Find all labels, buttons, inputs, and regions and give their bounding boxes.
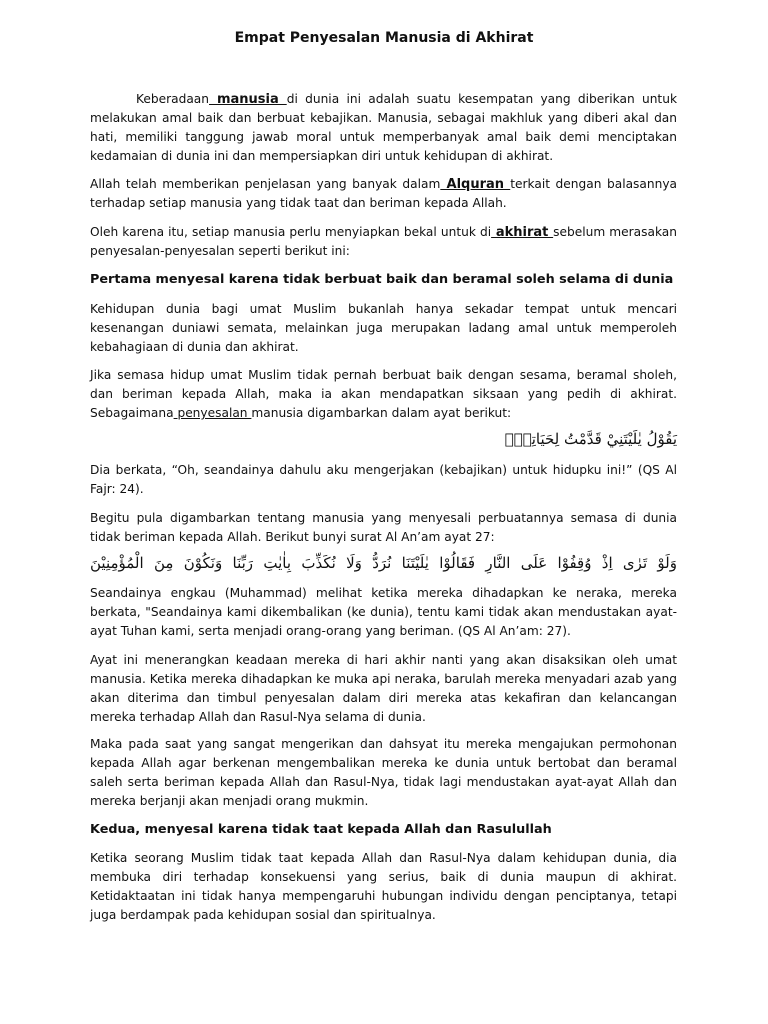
paragraph-akhirat	[90, 223, 677, 261]
paragraph-alquran	[90, 175, 677, 213]
paragraph-penyesalan	[90, 366, 677, 423]
paragraph-intro	[90, 90, 677, 166]
paragraph-text: Allah telah memberikan penjelasan yang banyak dalam	[90, 177, 441, 191]
paragraph-ketaatan: Ketika seorang Muslim tidak taat kepada Allah dan Rasul-Nya dalam kehidupan dunia, dia membuka diri terhadap konsekuensi yang serius, baik di dunia maupun di akhirat. Ketidaktaatan ini tidak hanya mempengaruhi hubungan individu dengan penciptanya, tetapi juga berdampak pada kehidupan sosial dan spiritualnya.	[90, 851, 677, 922]
paragraph-text: manusia digambarkan dalam ayat berikut:	[251, 406, 512, 420]
link-alquran[interactable]: Alquran	[440, 177, 511, 192]
paragraph-text: terkait dengan balasannya terhadap setiap manusia yang tidak taat dan beriman kepada Allah.	[90, 177, 677, 210]
link-manusia[interactable]: manusia	[209, 92, 287, 107]
arabic-verse-2: وَلَوْ تَرٰى اِذْ وُقِفُوْا عَلَى النَّارِ فَقَالُوْا يٰلَيْتَنَا نُرَدُّ وَلَا نُكَذِّبَ بِاٰيٰتِ رَبِّنَا وَنَكُوْنَ مِنَ الْمُؤْمِنِيْنَ	[90, 554, 677, 572]
paragraph-text: Jika semasa hidup umat Muslim tidak pernah berbuat baik dengan sesama, beramal sholeh, dan beriman kepada Allah, maka ia akan mendapatkan siksaan yang pedih di akhirat. Sebagaimana	[90, 368, 677, 420]
section-heading-1: Pertama menyesal karena tidak berbuat baik dan beramal soleh selama di dunia	[90, 272, 674, 287]
paragraph-translation-1: Dia berkata, “Oh, seandainya dahulu aku mengerjakan (kebajikan) untuk hidupku ini!” (QS Al Fajr: 24).	[90, 463, 677, 496]
link-akhirat[interactable]: akhirat	[491, 225, 554, 240]
document-title: Empat Penyesalan Manusia di Akhirat	[234, 30, 534, 46]
paragraph-text: Oleh karena itu, setiap manusia perlu menyiapkan bekal untuk di	[90, 225, 492, 239]
paragraph-permohonan: Maka pada saat yang sangat mengerikan dan dahsyat itu mereka mengajukan permohonan kepada Allah agar berkenan mengembalikan mereka ke dunia untuk bertobat dan beramal saleh serta beriman kepada Allah dan Rasul-Nya, tidak lagi mendustakan ayat-ayat Allah dan mereka berjanji akan menjadi orang mukmin.	[90, 737, 677, 808]
paragraph-dunia: Kehidupan dunia bagi umat Muslim bukanlah hanya sekadar tempat untuk mencari kesenangan duniawi semata, melainkan juga merupakan ladang amal untuk memperoleh kebahagiaan di dunia dan akhirat.	[90, 302, 677, 354]
arabic-verse-1: يَقُوْلُ يٰلَيْتَنِيْ قَدَّمْتُ لِحَيَاتِيْۚ	[504, 430, 677, 448]
paragraph-text: Keberadaan	[136, 92, 209, 106]
paragraph-text: di dunia ini adalah suatu kesempatan yang diberikan untuk melakukan amal baik dan berbuat kebajikan. Manusia, sebagai makhluk yang diberi akal dan hati, memiliki tanggung jawab moral untuk memperbanyak amal baik demi menciptakan kedamaian di dunia ini dan mempersiapkan diri untuk kehidupan di akhirat.	[90, 92, 677, 163]
paragraph-text: sebelum merasakan penyesalan-penyesalan seperti berikut ini:	[90, 225, 677, 258]
paragraph-explanation: Ayat ini menerangkan keadaan mereka di hari akhir nanti yang akan disaksikan oleh umat manusia. Ketika mereka dihadapkan ke muka api neraka, barulah mereka menyadari azab yang akan diterima dan timbul penyesalan dalam diri mereka atas kekafiran dan kelancangan mereka terhadap Allah dan Rasul-Nya selama di dunia.	[90, 653, 677, 724]
link-penyesalan[interactable]: penyesalan	[173, 406, 252, 420]
paragraph-translation-2: Seandainya engkau (Muhammad) melihat ketika mereka dihadapkan ke neraka, mereka berkata, "Seandainya kami dikembalikan (ke dunia), tentu kami tidak akan mendustakan ayat-ayat Tuhan kami, serta menjadi orang-orang yang beriman. (QS Al An’am: 27).	[90, 586, 677, 638]
paragraph-al-anam: Begitu pula digambarkan tentang manusia yang menyesali perbuatannya semasa di dunia tidak beriman kepada Allah. Berikut bunyi surat Al An’am ayat 27:	[90, 511, 677, 544]
section-heading-2: Kedua, menyesal karena tidak taat kepada Allah dan Rasulullah	[90, 822, 552, 837]
